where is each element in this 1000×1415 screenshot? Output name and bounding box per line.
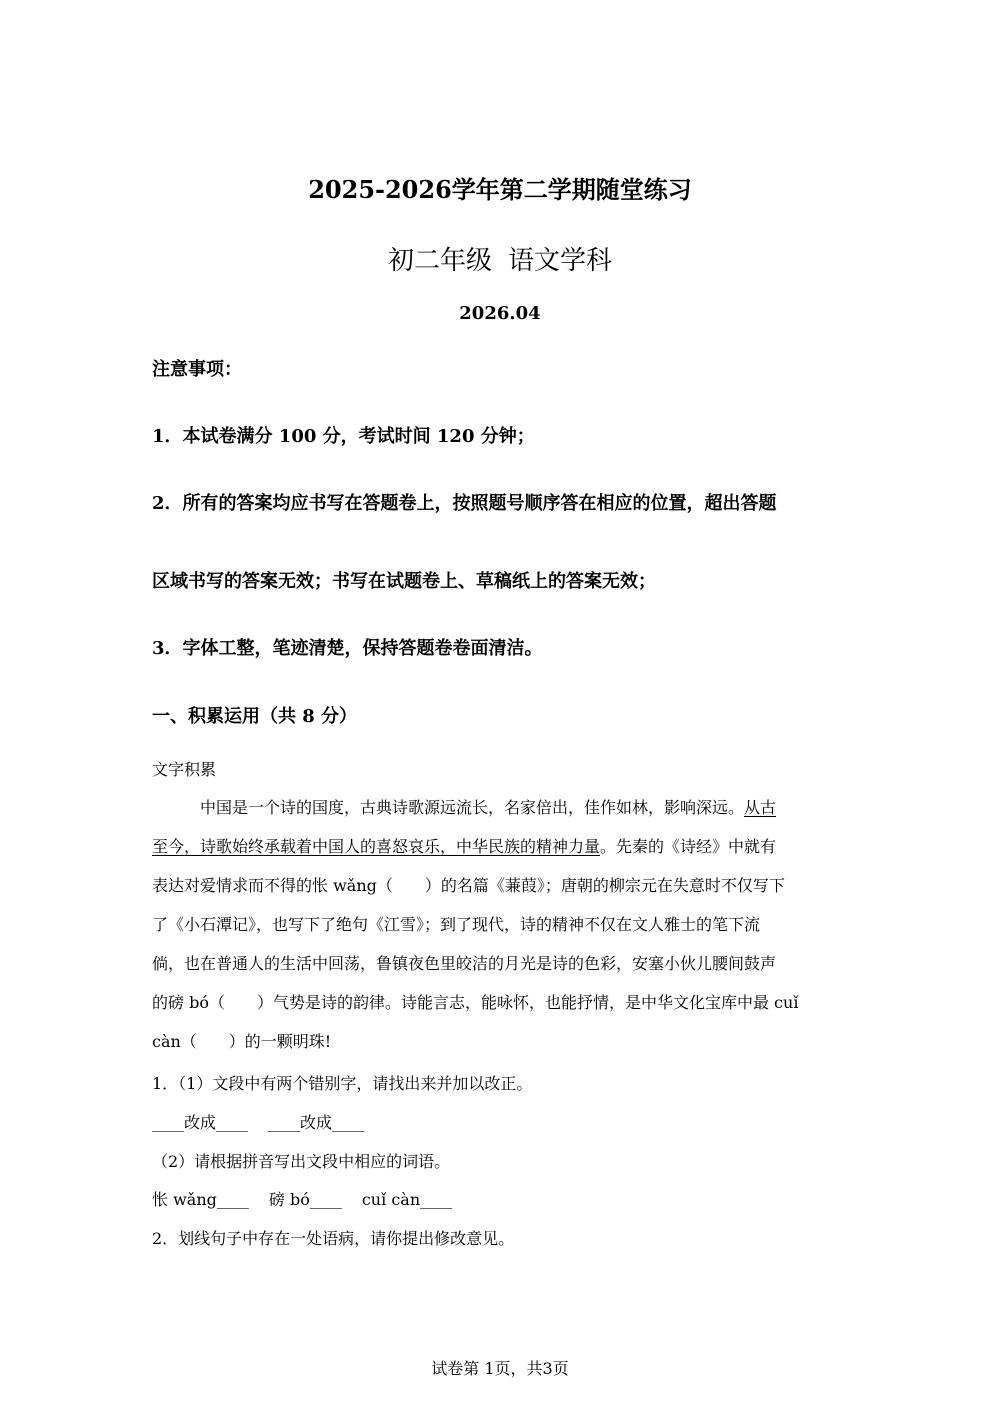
- exam-date: 2026.04: [459, 303, 541, 324]
- page-footer: 试卷第 1页，共3页: [431, 1359, 569, 1378]
- passage: [152, 795, 852, 1055]
- section-1-subheading: 文字积累: [152, 760, 217, 779]
- pinyin-blanks: [152, 1187, 452, 1210]
- question-2: 2．划线句子中存在一处语病，请你提出修改意见。: [152, 1229, 515, 1248]
- underlined-sentence-start: 从古: [744, 798, 777, 817]
- passage-line-6: 的磅 bó（ ）气势是诗的韵律。诗能言志，能咏怀，也能抒情，是中华文化宝库中最 cuǐ: [152, 993, 799, 1012]
- exam-title: 2025-2026学年第二学期随堂练习: [308, 175, 692, 204]
- passage-line-1-text: 中国是一个诗的国度，古典诗歌源远流长，名家倍出，佳作如林，影响深远。: [200, 798, 745, 817]
- notice-item-1: 1．本试卷满分 100 分，考试时间 120 分钟；: [152, 426, 535, 447]
- underlined-sentence-end: 至今，诗歌始终承载着中国人的喜怒哀乐，中华民族的精神力量: [152, 837, 601, 856]
- subject-label: 语文学科: [508, 246, 613, 276]
- passage-line-1: [200, 795, 776, 818]
- pinyin-blank-2[interactable]: 磅 bó____: [268, 1190, 342, 1209]
- correction-blank-2[interactable]: ____改成____: [268, 1113, 365, 1132]
- question-1-part-1: 1．（1）文段中有两个错别字，请找出来并加以改正。: [152, 1074, 533, 1093]
- passage-line-5: 倘，也在普通人的生活中回荡，鲁镇夜色里皎洁的月光是诗的色彩，安塞小伙儿腰间鼓声: [152, 954, 777, 973]
- grade-label: 初二年级: [387, 246, 492, 276]
- pinyin-blank-1[interactable]: 怅 wǎng____: [152, 1190, 249, 1209]
- notice-item-2-line-1: 2．所有的答案均应书写在答题卷上，按照题号顺序答在相应的位置，超出答题: [152, 493, 777, 514]
- notice-item-2-line-2: 区域书写的答案无效；书写在试题卷上、草稿纸上的答案无效；: [152, 571, 656, 592]
- correction-blank-1[interactable]: ____改成____: [152, 1113, 249, 1132]
- passage-line-3: 表达对爱情求而不得的怅 wǎng（ ）的名篇《蒹葭》；唐朝的柳宗元在失意时不仅写下: [152, 876, 785, 895]
- section-1-heading: 一、积累运用（共 8 分）: [152, 706, 358, 727]
- exam-subtitle: [0, 240, 1000, 277]
- passage-line-2-text: 。先秦的《诗经》中就有: [600, 837, 777, 856]
- question-1-part-2: （2）请根据拼音写出文段中相应的词语。: [152, 1152, 451, 1171]
- notice-heading: 注意事项：: [152, 359, 242, 380]
- pinyin-blank-3[interactable]: cuǐ càn____: [361, 1190, 453, 1209]
- passage-line-4: 了《小石潭记》，也写下了绝句《江雪》；到了现代，诗的精神不仅在文人雅士的笔下流: [152, 915, 761, 934]
- question-1-blanks: [152, 1110, 364, 1133]
- notice-item-3: 3．字体工整，笔迹清楚，保持答题卷卷面清洁。: [152, 638, 543, 659]
- passage-line-2: [152, 834, 776, 857]
- passage-line-7: càn（ ）的一颗明珠!: [152, 1032, 332, 1051]
